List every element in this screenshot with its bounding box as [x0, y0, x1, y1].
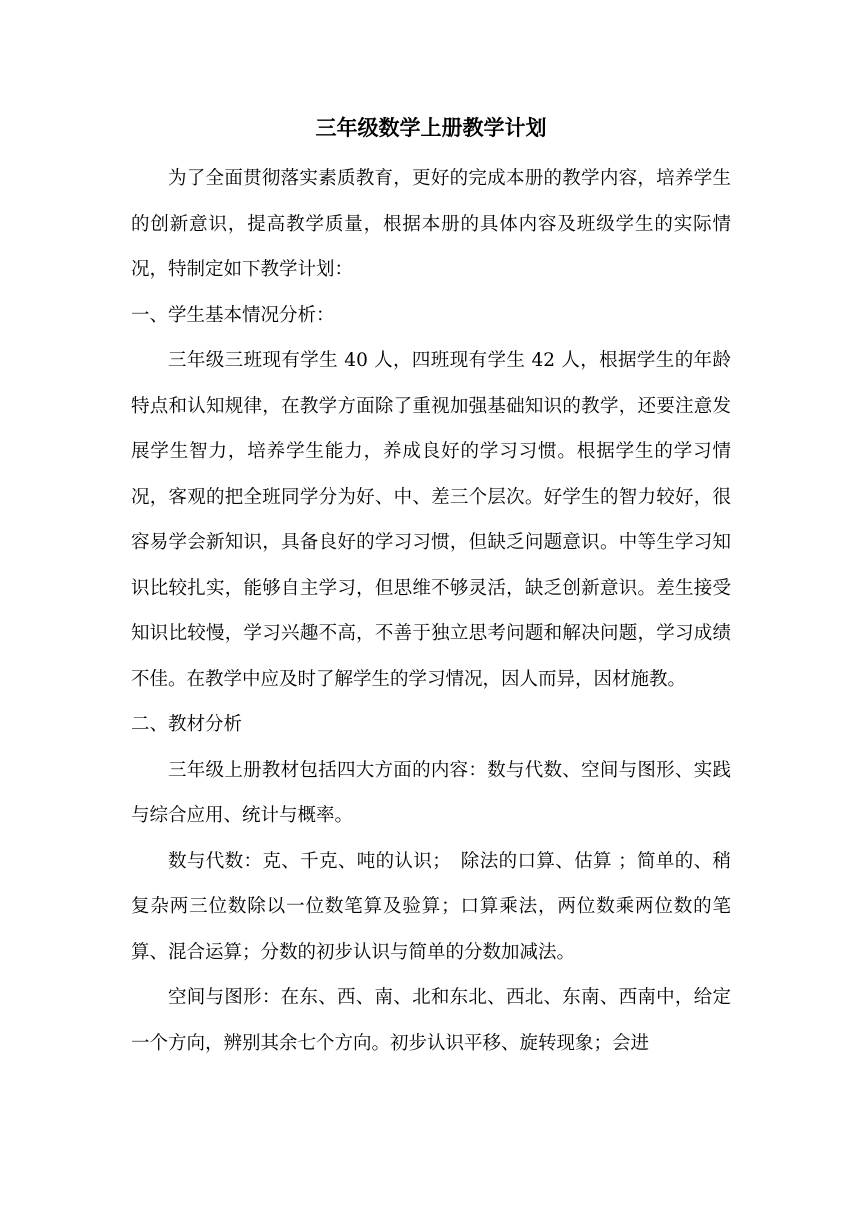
- document-title: 三年级数学上册教学计划: [315, 116, 547, 140]
- section-heading-textbook-analysis: 二、教材分析: [131, 714, 243, 735]
- section-heading-student-analysis: 一、学生基本情况分析：: [131, 304, 335, 326]
- student-analysis-paragraph: 三年级三班现有学生 40 人，四班现有学生 42 人，根据学生的年龄特点和认知规律，在教学方面除了重视加强基础知识的教学，还要注意发展学生智力，培养学生能力，养成良好的学习习惯。根据学生的学习情况，客观的把全班同学分为好、中、差三个层次。好学生的智力较好，很容易学会新知识，具备良好的学习习惯，但缺乏问题意识。中等生学习知识比较扎实，能够自主学习，但思维不够灵活，缺乏创新意识。差生接受知识比较慢，学习兴趣不高，不善于独立思考问题和解决问题，学习成绩不佳。在教学中应及时了解学生的学习情况，因人而异，因材施教。: [131, 350, 731, 690]
- intro-paragraph: 为了全面贯彻落实素质教育，更好的完成本册的教学内容，培养学生的创新意识，提高教学质量，根据本册的具体内容及班级学生的实际情况，特制定如下教学计划：: [131, 168, 731, 280]
- textbook-overview-paragraph: 三年级上册教材包括四大方面的内容：数与代数、空间与图形、实践与综合应用、统计与概率。: [131, 759, 731, 826]
- space-geometry-paragraph: 空间与图形：在东、西、南、北和东北、西北、东南、西南中，给定一个方向，辨别其余七个方向。初步认识平移、旋转现象；会进: [131, 987, 731, 1054]
- document-body: [131, 110, 731, 1066]
- number-algebra-paragraph: 数与代数：克、千克、吨的认识； 除法的口算、估算 ；简单的、稍复杂两三位数除以一位数笔算及验算；口算乘法，两位数乘两位数的笔算、混合运算；分数的初步认识与简单的分数加减法。: [131, 850, 731, 963]
